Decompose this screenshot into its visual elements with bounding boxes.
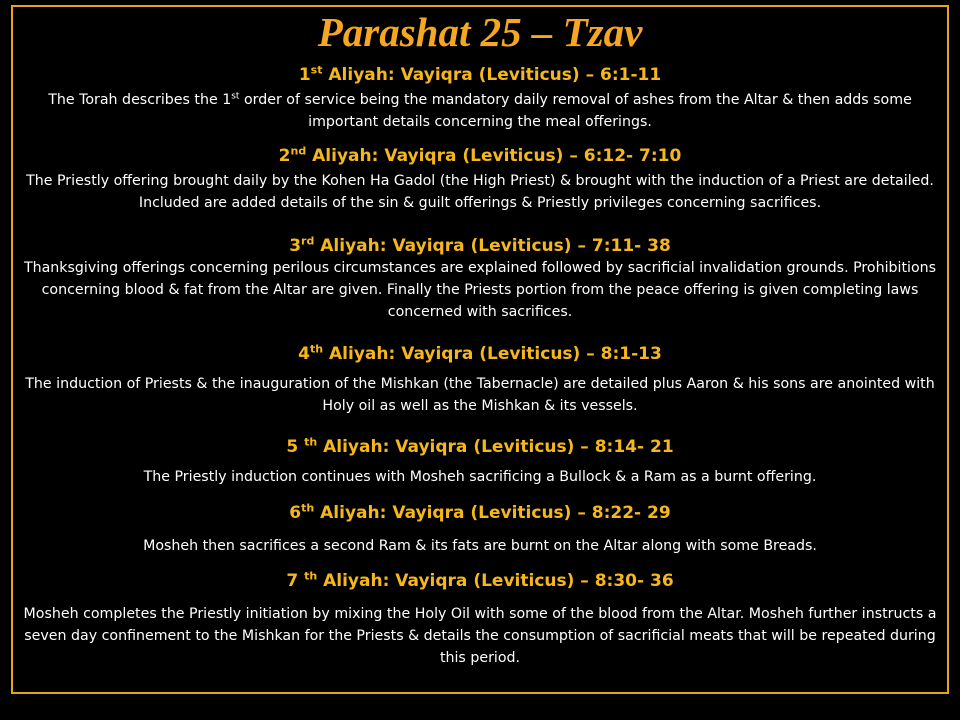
aliyah-heading	[20, 145, 940, 167]
aliyah-ordinal: 3	[289, 236, 302, 256]
aliyah-ordinal-suffix: rd	[301, 234, 315, 248]
aliyah-heading	[20, 343, 940, 365]
aliyah-ordinal-suffix: th	[301, 501, 315, 515]
aliyah-ordinal: 2	[278, 146, 291, 166]
aliyah-text-part: The Torah describes the 1	[48, 92, 232, 108]
page-title: Parashat 25 – Tzav	[317, 9, 643, 55]
aliyah-heading	[20, 235, 940, 257]
aliyah-3	[20, 235, 940, 323]
aliyah-5	[20, 436, 940, 488]
aliyah-description: Mosheh completes the Priestly initiation by mixing the Holy Oil with some of the blood from the Altar. Mosheh further instructs a seven day confinement to the Mishkan for the Priests & details the consumption of sacrificial meats that will be repeated during this period.	[23, 606, 937, 666]
aliyah-ordinal: 6	[289, 503, 302, 523]
aliyah-book: (Leviticus)	[470, 236, 572, 256]
aliyah-range: – 8:1-13	[580, 344, 662, 364]
aliyah-description: Thanksgiving offerings concerning perilous circumstances are explained followed by sacrificial invalidation grounds. Prohibitions concerning blood & fat from the Altar are given. Finally the Priests portion from the peace offering is given completing laws concerned with sacrifices.	[23, 260, 937, 320]
aliyah-book: (Leviticus)	[470, 503, 572, 523]
aliyah-description: The Priestly induction continues with Mosheh sacrificing a Bullock & a Ram as a burnt offering.	[143, 469, 817, 485]
aliyah-ordinal-suffix: st	[310, 63, 323, 77]
aliyah-book: (Leviticus)	[462, 146, 564, 166]
aliyah-description: The Priestly offering brought daily by the Kohen Ha Gadol (the High Priest) & brought with the induction of a Priest are detailed. Included are added details of the sin & guilt offerings & Priestly privileges concerning sacrifices.	[26, 173, 934, 211]
aliyah-ordinal-suffix: th	[304, 435, 318, 449]
aliyah-2	[20, 145, 940, 214]
aliyah-1	[20, 64, 940, 133]
aliyah-label: Aliyah: Vayiqra	[323, 344, 480, 364]
aliyah-range: – 8:30- 36	[574, 571, 674, 591]
aliyah-heading	[20, 502, 940, 524]
aliyah-heading	[20, 570, 940, 592]
aliyah-range: – 7:11- 38	[571, 236, 671, 256]
aliyah-6	[20, 502, 940, 557]
aliyah-label: Aliyah: Vayiqra	[314, 236, 471, 256]
aliyah-ordinal: 5	[286, 437, 305, 457]
aliyah-text-sup: st	[231, 91, 240, 102]
aliyah-heading	[20, 436, 940, 458]
aliyah-ordinal-suffix: th	[310, 342, 324, 356]
aliyah-ordinal: 4	[298, 344, 311, 364]
aliyah-4	[20, 343, 940, 417]
aliyah-range: – 8:14- 21	[574, 437, 674, 457]
aliyah-description: The induction of Priests & the inauguration of the Mishkan (the Tabernacle) are detailed plus Aaron & his sons are anointed with Holy oil as well as the Mishkan & its vessels.	[25, 376, 935, 414]
aliyah-range: – 6:1-11	[579, 65, 662, 85]
aliyah-book: (Leviticus)	[473, 437, 575, 457]
aliyah-ordinal-suffix: th	[304, 569, 318, 583]
aliyah-text-part: order of service being the mandatory daily removal of ashes from the Altar & then adds some important details concerning the meal offerings.	[239, 92, 912, 130]
aliyah-ordinal: 1	[298, 65, 311, 85]
aliyah-heading	[20, 64, 940, 86]
aliyah-ordinal: 7	[286, 571, 305, 591]
aliyah-label: Aliyah: Vayiqra	[314, 503, 471, 523]
aliyah-label: Aliyah: Vayiqra	[317, 571, 474, 591]
aliyah-label: Aliyah: Vayiqra	[322, 65, 479, 85]
aliyah-book: (Leviticus)	[479, 344, 581, 364]
aliyah-book: (Leviticus)	[478, 65, 580, 85]
aliyah-label: Aliyah: Vayiqra	[317, 437, 474, 457]
aliyah-ordinal-suffix: nd	[290, 144, 307, 158]
aliyah-range: – 6:12- 7:10	[563, 146, 682, 166]
aliyah-label: Aliyah: Vayiqra	[306, 146, 463, 166]
aliyah-range: – 8:22- 29	[571, 503, 671, 523]
aliyah-description: Mosheh then sacrifices a second Ram & its fats are burnt on the Altar along with some Breads.	[143, 538, 817, 554]
aliyah-7	[20, 570, 940, 669]
aliyah-book: (Leviticus)	[473, 571, 575, 591]
aliyah-description	[20, 89, 940, 133]
